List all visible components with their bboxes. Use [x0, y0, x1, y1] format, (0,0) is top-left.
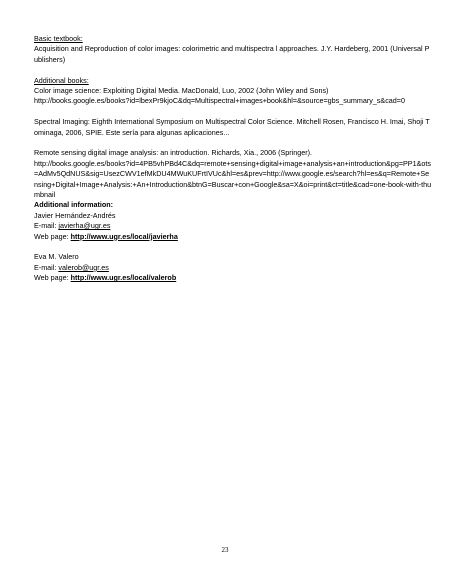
person-2-email-link[interactable]: valerob@ugr.es — [58, 262, 109, 272]
book-1-url[interactable]: http://books.google.es/books?id=lbexPr9kjoC&dq=Multispectral+images+book&hl=&source=gbs_summary_s&cad=0 — [34, 96, 405, 106]
email-label: E-mail: — [34, 221, 59, 231]
person-1-web-row — [34, 232, 432, 242]
basic-textbook-text: Acquisition and Reproduction of color images: colorimetric and multispectra l approaches. J.Y. Hardeberg, 2001 (Universal Publishers) — [34, 44, 430, 64]
web-label: Web page: — [34, 273, 71, 283]
additional-book-1 — [34, 76, 432, 107]
person-1-web-link[interactable]: http://www.ugr.es/local/javierha — [70, 231, 178, 241]
person-1-email-link[interactable]: javierha@ugr.es — [58, 221, 111, 231]
book-3-url[interactable]: http://books.google.es/books?id=4PB5vhPBd4C&dq=remote+sensing+digital+image+analysis+an+introduction&pg=PP1&ots=AdMv5QdNUS&sig=UsezCWV1efMkDU4MWuKUFrtIVUc&hl=es&prev=http://www.google.es/search?hl=es&q=Remote+Sensing+Digital+Image+Analysis:+An+Introduction&btnG=Buscar+con+Google&sa=X&oi=print&ct=title&cad=one-book-with-thumbnail — [34, 158, 432, 200]
book-3-title: Remote sensing digital image analysis: an introduction. Richards, Xia., 2006 (Springer). — [34, 148, 313, 158]
page-number: 23 — [221, 546, 229, 554]
person-1-email-row — [34, 221, 432, 231]
additional-book-3 — [34, 148, 432, 200]
additional-books-heading: Additional books: — [34, 75, 89, 85]
person-2-name: Eva M. Valero — [34, 252, 79, 262]
person-1-name: Javier Hernández-Andrés — [34, 210, 116, 220]
basic-textbook-section — [34, 34, 432, 65]
email-label: E-mail: — [34, 262, 59, 272]
additional-information-section — [34, 200, 432, 242]
additional-book-2 — [34, 117, 432, 138]
contact-person-2 — [34, 252, 432, 283]
basic-textbook-heading: Basic textbook: — [34, 34, 83, 43]
web-label: Web page: — [34, 231, 71, 241]
person-2-web-row — [34, 273, 432, 283]
book-2-title: Spectral Imaging: Eighth International Symposium on Multispectral Color Science. Mitchell Rosen, Francisco H. Imai, Shoji Tominaga, 2006, SPIE. Este sería para algunas aplicaciones... — [34, 117, 430, 137]
person-2-email-row — [34, 263, 432, 273]
person-2-web-link[interactable]: http://www.ugr.es/local/valerob — [70, 273, 177, 283]
additional-information-heading: Additional information: — [34, 200, 114, 210]
book-1-title: Color image science: Exploiting Digital Media. MacDonald, Luo, 2002 (John Wiley and Sons) — [34, 86, 329, 96]
document-body — [34, 34, 432, 294]
